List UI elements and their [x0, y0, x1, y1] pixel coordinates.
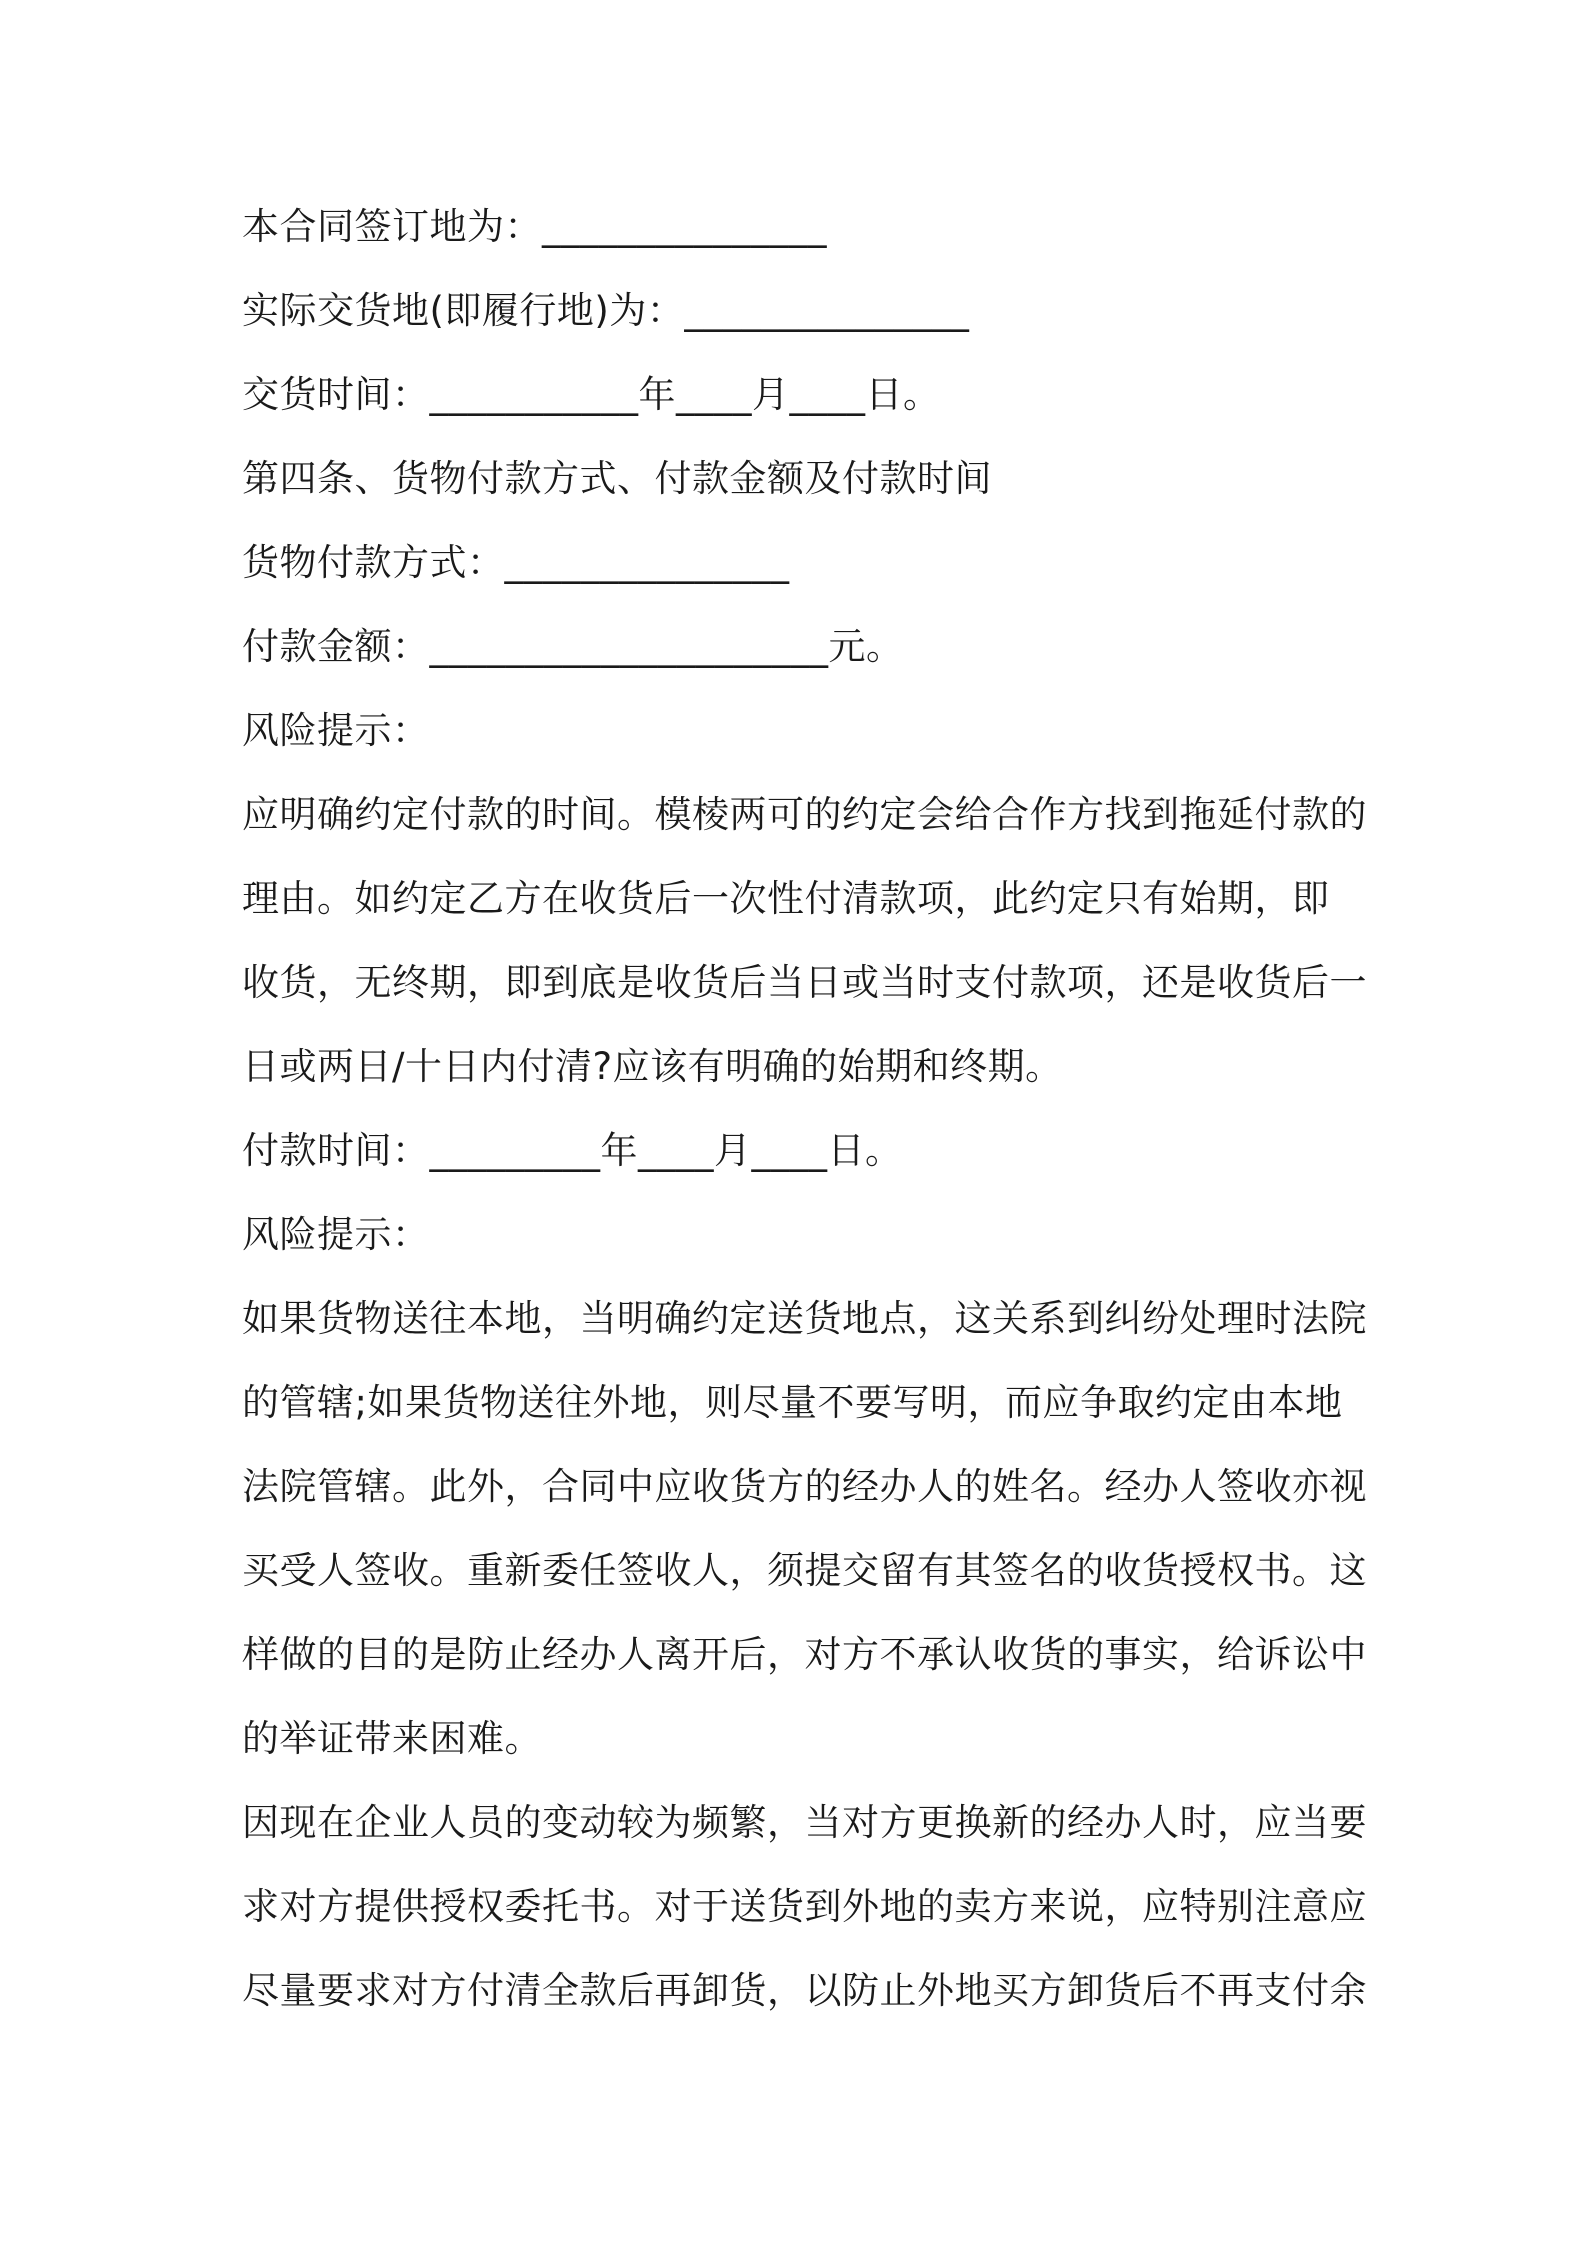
delivery-place-line: 实际交货地(即履行地)为：_______________: [242, 289, 970, 332]
paragraph-line: 样做的目的是防止经办人离开后，对方不承认收货的事实，给诉讼中: [242, 1633, 1367, 1676]
paragraph-line: 收货，无终期，即到底是收货后当日或当时支付款项，还是收货后一: [242, 961, 1367, 1004]
signing-place-line: 本合同签订地为：_______________: [242, 205, 827, 248]
risk-warning-label: 风险提示：: [242, 1213, 430, 1256]
payment-amount-line: 付款金额：_____________________元。: [242, 625, 904, 668]
paragraph-line: 求对方提供授权委托书。对于送货到外地的卖方来说，应特别注意应: [242, 1885, 1367, 1928]
paragraph-line: 如果货物送往本地，当明确约定送货地点，这关系到纠纷处理时法院: [242, 1297, 1367, 1340]
paragraph-line: 应明确约定付款的时间。模棱两可的约定会给合作方找到拖延付款的: [242, 793, 1367, 836]
risk-warning-label: 风险提示：: [242, 709, 430, 752]
paragraph-line: 的管辖;如果货物送往外地，则尽量不要写明，而应争取约定由本地: [242, 1381, 1343, 1424]
paragraph-line: 理由。如约定乙方在收货后一次性付清款项，此约定只有始期，即: [242, 877, 1330, 920]
paragraph-line: 尽量要求对方付清全款后再卸货，以防止外地买方卸货后不再支付余: [242, 1969, 1367, 2012]
paragraph-line: 的举证带来困难。: [242, 1717, 542, 1760]
article-four-heading: 第四条、货物付款方式、付款金额及付款时间: [242, 457, 992, 500]
paragraph-line: 因现在企业人员的变动较为频繁，当对方更换新的经办人时，应当要: [242, 1801, 1367, 1844]
paragraph-line: 买受人签收。重新委任签收人，须提交留有其签名的收货授权书。这: [242, 1549, 1367, 1592]
payment-method-line: 货物付款方式：_______________: [242, 541, 790, 584]
document-body: [242, 185, 1367, 2033]
paragraph-line: 法院管辖。此外，合同中应收货方的经办人的姓名。经办人签收亦视: [242, 1465, 1367, 1508]
paragraph-line: 日或两日/十日内付清?应该有明确的始期和终期。: [242, 1045, 1063, 1088]
payment-time-line: 付款时间：_________年____月____日。: [242, 1129, 903, 1172]
delivery-time-line: 交货时间：___________年____月____日。: [242, 373, 941, 416]
